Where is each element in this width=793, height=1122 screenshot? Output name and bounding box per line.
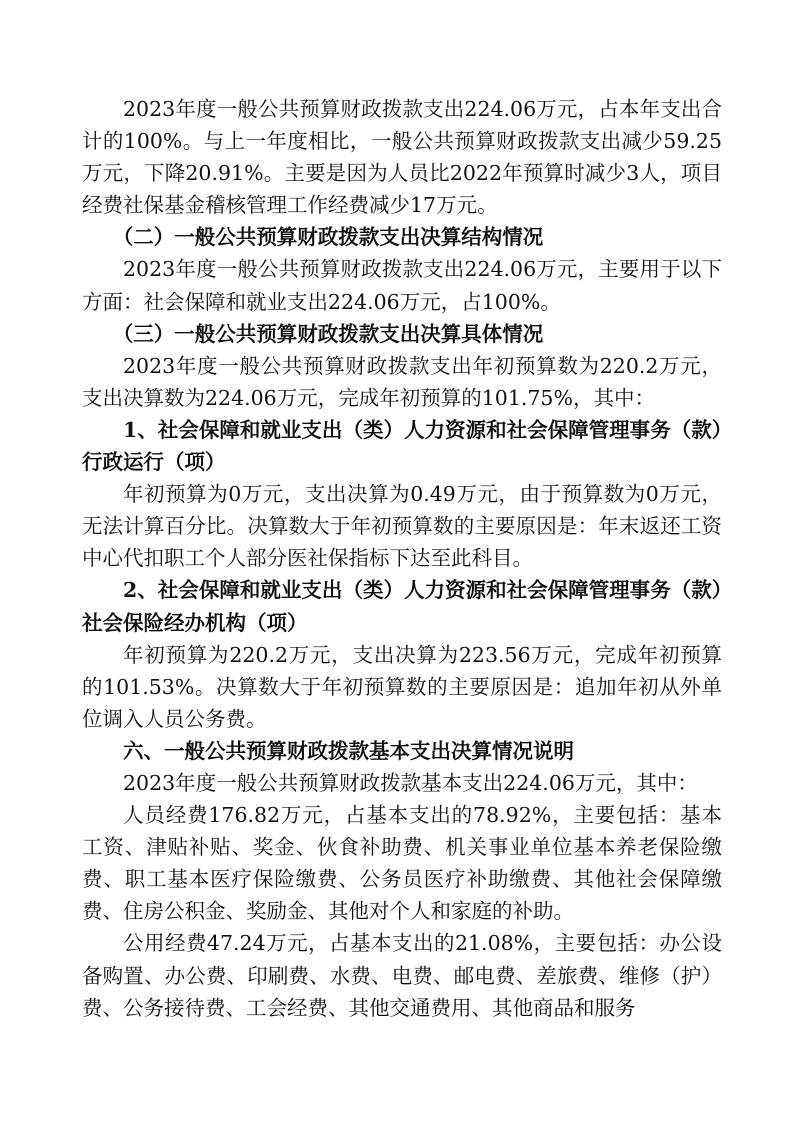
paragraph-details: 2023年度一般公共预算财政拨款支出年初预算数为220.2万元，支出决算数为224.06万元，完成年初预算的101.75%，其中： — [82, 353, 722, 410]
heading-item-1: 1、社会保障和就业支出（类）人力资源和社会保障管理事务（款）行政运行（项） — [82, 417, 722, 475]
heading-structure: （二）一般公共预算财政拨款支出决算结构情况 — [112, 225, 544, 250]
heading-details: （三）一般公共预算财政拨款支出决算具体情况 — [112, 321, 544, 346]
document-page — [82, 93, 722, 1024]
paragraph-basic-expenditure: 2023年度一般公共预算财政拨款基本支出224.06万元，其中： — [123, 770, 698, 795]
paragraph-item-1: 年初预算为0万元，支出决算为0.49万元，由于预算数为0万元，无法计算百分比。决算数大于年初预算数的主要原因是：年末返还工资中心代扣职工个人部分医社保指标下达至此科目。 — [82, 482, 722, 571]
paragraph-item-2: 年初预算为220.2万元，支出决算为223.56万元，完成年初预算的101.53%。决算数大于年初预算数的主要原因是：追加年初从外单位调入人员公务费。 — [82, 642, 722, 731]
paragraph-personnel-costs: 人员经费176.82万元，占基本支出的78.92%，主要包括：基本工资、津贴补贴、奖金、伙食补助费、机关事业单位基本养老保险缴费、职工基本医疗保险缴费、公务员医疗补助缴费、其他社会保障缴费、住房公积金、奖励金、其他对个人和家庭的补助。 — [82, 803, 722, 924]
paragraph-structure: 2023年度一般公共预算财政拨款支出224.06万元，主要用于以下方面：社会保障和就业支出224.06万元，占100%。 — [82, 257, 722, 314]
heading-item-2: 2、社会保障和就业支出（类）人力资源和社会保障管理事务（款）社会保险经办机构（项） — [82, 578, 722, 635]
heading-basic-expenditure: 六、一般公共预算财政拨款基本支出决算情况说明 — [123, 738, 574, 763]
paragraph-expenditure-total: 2023年度一般公共预算财政拨款支出224.06万元，占本年支出合计的100%。与上一年度相比，一般公共预算财政拨款支出减少59.25万元，下降20.91%。主要是因为人员比2022年预算时减少3人，项目经费社保基金稽核管理工作经费减少17万元。 — [82, 97, 722, 218]
paragraph-public-costs: 公用经费47.24万元，占基本支出的21.08%，主要包括：办公设备购置、办公费、印刷费、水费、电费、邮电费、差旅费、维修（护）费、公务接待费、工会经费、其他交通费用、其他商品和服务 — [82, 931, 722, 1020]
